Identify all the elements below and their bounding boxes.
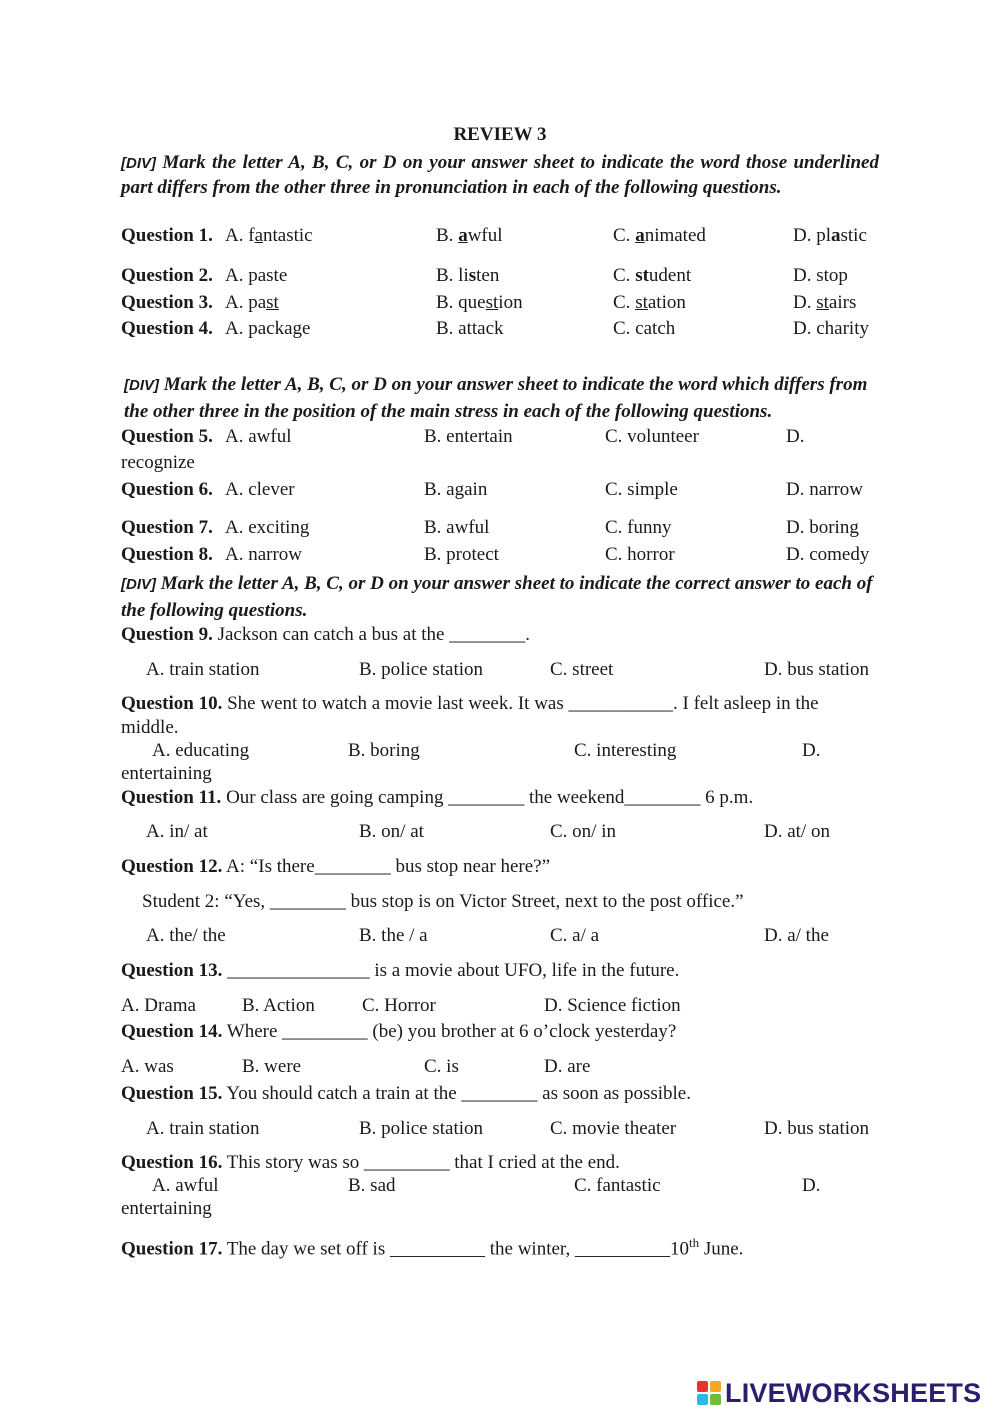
question-16-label: Question 16. bbox=[121, 1152, 223, 1173]
q9-option-a[interactable]: A. train station bbox=[146, 659, 260, 680]
q11-option-a[interactable]: A. in/ at bbox=[146, 821, 208, 842]
section-3-text: Mark the letter A, B, C, or D on your answer sheet to indicate the correct answer to each of the following questions. bbox=[121, 573, 873, 621]
q11-option-d[interactable]: D. at/ on bbox=[764, 821, 830, 842]
q3-option-b[interactable]: B. question bbox=[436, 292, 523, 313]
question-8-label: Question 8. bbox=[121, 544, 213, 565]
q14-option-d[interactable]: D. are bbox=[544, 1056, 591, 1077]
liveworksheets-logo-icon bbox=[697, 1381, 721, 1405]
q4-option-b[interactable]: B. attack bbox=[436, 318, 504, 339]
q14-option-a[interactable]: A. was bbox=[121, 1056, 174, 1077]
q16-option-a[interactable]: A. awful bbox=[152, 1175, 219, 1196]
question-9-label: Question 9. bbox=[121, 624, 213, 645]
q15-option-c[interactable]: C. movie theater bbox=[550, 1118, 677, 1139]
question-15-label: Question 15. bbox=[121, 1083, 223, 1104]
section-1-instruction bbox=[121, 151, 879, 199]
q2-option-a[interactable]: A. paste bbox=[225, 265, 288, 286]
q17-stem: Question 17. The day we set off is __________ the winter, __________10th June. bbox=[121, 1235, 744, 1260]
question-12-label: Question 12. bbox=[121, 856, 223, 877]
q3-option-d[interactable]: D. stairs bbox=[793, 292, 857, 313]
question-11-label: Question 11. bbox=[121, 787, 222, 808]
q9-option-c[interactable]: C. street bbox=[550, 659, 614, 680]
question-14-label: Question 14. bbox=[121, 1021, 223, 1042]
q6-option-d[interactable]: D. narrow bbox=[786, 479, 864, 500]
q11-option-c[interactable]: C. on/ in bbox=[550, 821, 616, 842]
q16-option-b[interactable]: B. sad bbox=[348, 1175, 396, 1196]
section-2-text: Mark the letter A, B, C, or D on your answer sheet to indicate the word which differs from the other three in the position of the main stress in each of the following questions. bbox=[124, 374, 868, 422]
q2-option-d[interactable]: D. stop bbox=[793, 265, 848, 286]
q5-option-c[interactable]: C. volunteer bbox=[605, 426, 699, 447]
q5-option-b[interactable]: B. entertain bbox=[424, 426, 513, 447]
section-2-tag: [DIV] bbox=[124, 377, 159, 394]
question-7-label: Question 7. bbox=[121, 517, 213, 538]
q14-stem: Question 14. Where _________ (be) you brother at 6 o’clock yesterday? bbox=[121, 1021, 677, 1042]
q9-option-b[interactable]: B. police station bbox=[359, 659, 484, 680]
q10-option-d-word[interactable]: entertaining bbox=[121, 763, 212, 784]
q10-option-d[interactable]: D. bbox=[802, 740, 821, 761]
q15-option-d[interactable]: D. bus station bbox=[764, 1118, 870, 1139]
question-10-label: Question 10. bbox=[121, 693, 223, 714]
q4-option-a[interactable]: A. package bbox=[225, 318, 311, 339]
q1-option-b[interactable]: B. awful bbox=[436, 225, 503, 246]
q5-option-a[interactable]: A. awful bbox=[225, 426, 292, 447]
q12-stem: Question 12. A: “Is there________ bus stop near here?” bbox=[121, 856, 551, 877]
q13-option-c[interactable]: C. Horror bbox=[362, 995, 436, 1016]
q3-option-a[interactable]: A. past bbox=[225, 292, 279, 313]
question-17-label: Question 17. bbox=[121, 1238, 223, 1260]
q9-stem: Question 9. Jackson can catch a bus at the ________. bbox=[121, 624, 530, 645]
q4-option-d[interactable]: D. charity bbox=[793, 318, 869, 339]
q13-stem: Question 13. _______________ is a movie about UFO, life in the future. bbox=[121, 960, 680, 981]
question-4-label: Question 4. bbox=[121, 318, 213, 339]
q8-option-c[interactable]: C. horror bbox=[605, 544, 675, 565]
q7-option-d[interactable]: D. boring bbox=[786, 517, 859, 538]
q1-option-a[interactable]: A. fantastic bbox=[225, 225, 313, 246]
page-title: REVIEW 3 bbox=[453, 124, 547, 145]
section-2-instruction bbox=[124, 372, 884, 425]
question-5-label: Question 5. bbox=[121, 426, 213, 447]
q16-option-d[interactable]: D. bbox=[802, 1175, 821, 1196]
q7-option-a[interactable]: A. exciting bbox=[225, 517, 310, 538]
q16-option-d-word[interactable]: entertaining bbox=[121, 1198, 212, 1219]
q16-option-c[interactable]: C. fantastic bbox=[574, 1175, 661, 1196]
q8-option-d[interactable]: D. comedy bbox=[786, 544, 870, 565]
q10-stem-continued: middle. bbox=[121, 717, 179, 738]
q14-option-c[interactable]: C. is bbox=[424, 1056, 459, 1077]
q5-option-d[interactable]: D. bbox=[786, 426, 805, 447]
section-1-text: Mark the letter A, B, C, or D on your answer sheet to indicate the word those underlined part differs from the other three in pronunciation in each of the following questions. bbox=[121, 152, 879, 198]
q12-stem-student-2: Student 2: “Yes, ________ bus stop is on Victor Street, next to the post office.” bbox=[142, 891, 744, 912]
question-2-label: Question 2. bbox=[121, 265, 213, 286]
q13-option-b[interactable]: B. Action bbox=[242, 995, 315, 1016]
q13-option-d[interactable]: D. Science fiction bbox=[544, 995, 681, 1016]
section-3-instruction bbox=[121, 571, 881, 624]
q13-option-a[interactable]: A. Drama bbox=[121, 995, 196, 1016]
q2-option-c[interactable]: C. student bbox=[613, 265, 692, 286]
q15-option-a[interactable]: A. train station bbox=[146, 1118, 260, 1139]
q1-option-c[interactable]: C. animated bbox=[613, 225, 706, 246]
q10-stem: Question 10. She went to watch a movie last week. It was ___________. I felt asleep in the bbox=[121, 693, 819, 714]
liveworksheets-logo bbox=[697, 1378, 981, 1408]
q6-option-c[interactable]: C. simple bbox=[605, 479, 678, 500]
q15-option-b[interactable]: B. police station bbox=[359, 1118, 484, 1139]
q1-option-d[interactable]: D. plastic bbox=[793, 225, 867, 246]
q8-option-b[interactable]: B. protect bbox=[424, 544, 499, 565]
question-1-label: Question 1. bbox=[121, 225, 213, 246]
q16-stem: Question 16. This story was so _________ that I cried at the end. bbox=[121, 1152, 620, 1173]
q12-option-a[interactable]: A. the/ the bbox=[146, 925, 226, 946]
q10-option-c[interactable]: C. interesting bbox=[574, 740, 677, 761]
q11-option-b[interactable]: B. on/ at bbox=[359, 821, 424, 842]
q12-option-b[interactable]: B. the / a bbox=[359, 925, 428, 946]
section-3-tag: [DIV] bbox=[121, 576, 156, 593]
q4-option-c[interactable]: C. catch bbox=[613, 318, 676, 339]
section-1-tag: [DIV] bbox=[121, 155, 156, 172]
q3-option-c[interactable]: C. station bbox=[613, 292, 686, 313]
question-3-label: Question 3. bbox=[121, 292, 213, 313]
q15-stem: Question 15. You should catch a train at the ________ as soon as possible. bbox=[121, 1083, 691, 1104]
question-13-label: Question 13. bbox=[121, 960, 223, 981]
q11-stem: Question 11. Our class are going camping ________ the weekend________ 6 p.m. bbox=[121, 787, 754, 808]
q12-option-d[interactable]: D. a/ the bbox=[764, 925, 829, 946]
q10-option-b[interactable]: B. boring bbox=[348, 740, 420, 761]
q9-option-d[interactable]: D. bus station bbox=[764, 659, 870, 680]
q10-option-a[interactable]: A. educating bbox=[152, 740, 250, 761]
q8-option-a[interactable]: A. narrow bbox=[225, 544, 303, 565]
q17-superscript: th bbox=[688, 1235, 700, 1250]
q2-option-b[interactable]: B. listen bbox=[436, 265, 500, 286]
q7-option-b[interactable]: B. awful bbox=[424, 517, 490, 538]
q5-option-d-word[interactable]: recognize bbox=[121, 452, 195, 473]
q6-option-b[interactable]: B. again bbox=[424, 479, 488, 500]
q14-option-b[interactable]: B. were bbox=[242, 1056, 302, 1077]
q6-option-a[interactable]: A. clever bbox=[225, 479, 295, 500]
q7-option-c[interactable]: C. funny bbox=[605, 517, 672, 538]
liveworksheets-logo-text: LIVEWORKSHEETS bbox=[725, 1377, 982, 1408]
q12-option-c[interactable]: C. a/ a bbox=[550, 925, 600, 946]
question-6-label: Question 6. bbox=[121, 479, 213, 500]
